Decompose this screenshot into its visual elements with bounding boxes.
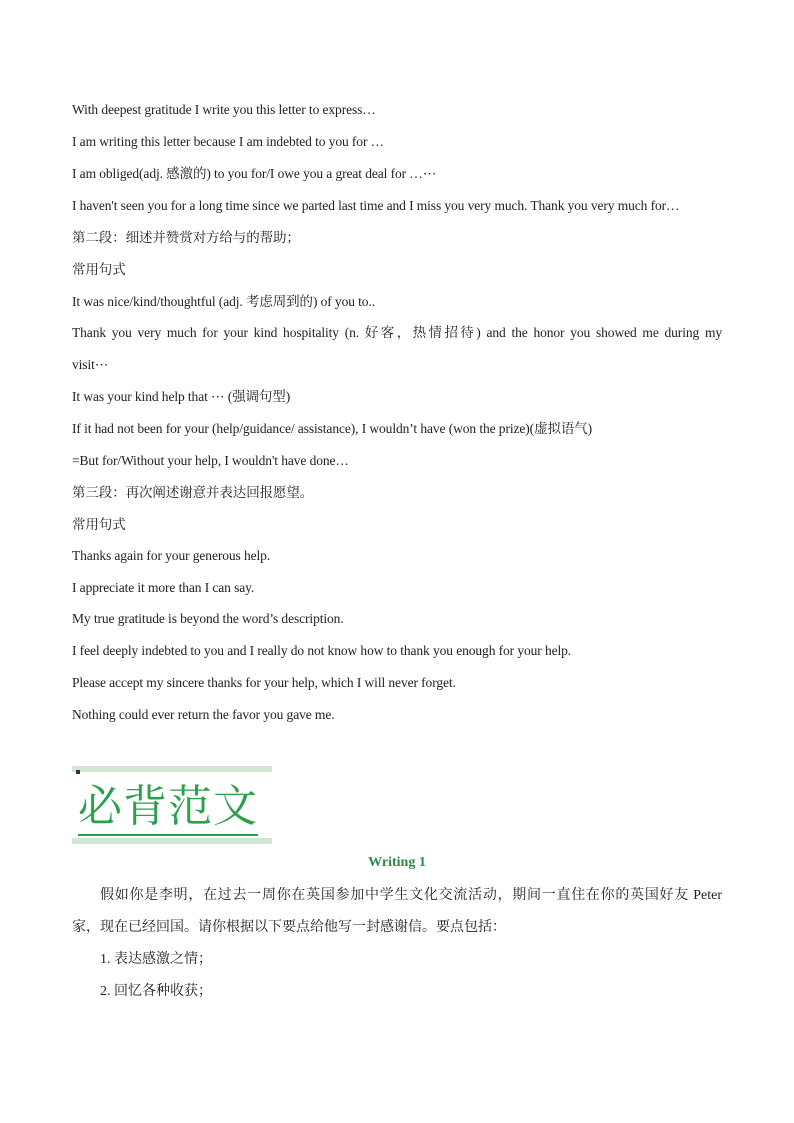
text-line: Thank you very much for your kind hospitality (n. 好客，热情招待) and the honor you showed me during my bbox=[72, 325, 722, 340]
text-line: It was nice/kind/thoughtful (adj. 考虑周到的) of you to.. bbox=[72, 294, 376, 309]
text-line: =But for/Without your help, I wouldn't have done… bbox=[72, 453, 349, 468]
banner-bar-bottom bbox=[72, 838, 272, 844]
subheading: 常用句式 bbox=[72, 517, 126, 532]
list-item: 1. 表达感激之情； bbox=[100, 952, 212, 967]
banner-marker bbox=[76, 770, 80, 774]
text-line: I haven't seen you for a long time since we parted last time and I miss you very much. Thank you very much for… bbox=[72, 198, 680, 213]
text-line: My true gratitude is beyond the word’s description. bbox=[72, 611, 344, 626]
banner-bar-top bbox=[72, 766, 272, 772]
section-banner bbox=[72, 766, 272, 844]
text-line: I feel deeply indebted to you and I really do not know how to thank you enough for your help. bbox=[72, 643, 572, 658]
text-line: If it had not been for your (help/guidance/ assistance), I wouldn’t have (won the prize)(虚拟语气) bbox=[72, 421, 593, 436]
text-line: Nothing could ever return the favor you gave me. bbox=[72, 707, 335, 722]
text-line: visit⋯ bbox=[72, 357, 109, 372]
section-heading: 第三段：再次阐述谢意并表达回报愿望。 bbox=[72, 485, 314, 500]
list-item: 2. 回忆各种收获； bbox=[100, 984, 212, 999]
text-line: With deepest gratitude I write you this letter to express… bbox=[72, 102, 376, 117]
text-line: I am writing this letter because I am indebted to you for … bbox=[72, 134, 385, 149]
banner-title: 必背范文 bbox=[78, 780, 258, 836]
text-line: I appreciate it more than I can say. bbox=[72, 580, 255, 595]
text-line: It was your kind help that ⋯ (强调句型) bbox=[72, 389, 291, 404]
section-heading: 第二段：细述并赞赏对方给与的帮助； bbox=[72, 230, 300, 245]
prompt-paragraph: 假如你是李明，在过去一周你在英国参加中学生文化交流活动，期间一直住在你的英国好友 Peter 家，现在已经回国。请你根据以下要点给他写一封感谢信。要点包括： bbox=[72, 888, 722, 935]
subheading: 常用句式 bbox=[72, 262, 126, 277]
writing-title: Writing 1 bbox=[368, 855, 426, 870]
text-line: Thanks again for your generous help. bbox=[72, 548, 271, 563]
text-line: Please accept my sincere thanks for your help, which I will never forget. bbox=[72, 675, 456, 690]
text-line: I am obliged(adj. 感激的) to you for/I owe you a great deal for …⋯ bbox=[72, 166, 437, 181]
